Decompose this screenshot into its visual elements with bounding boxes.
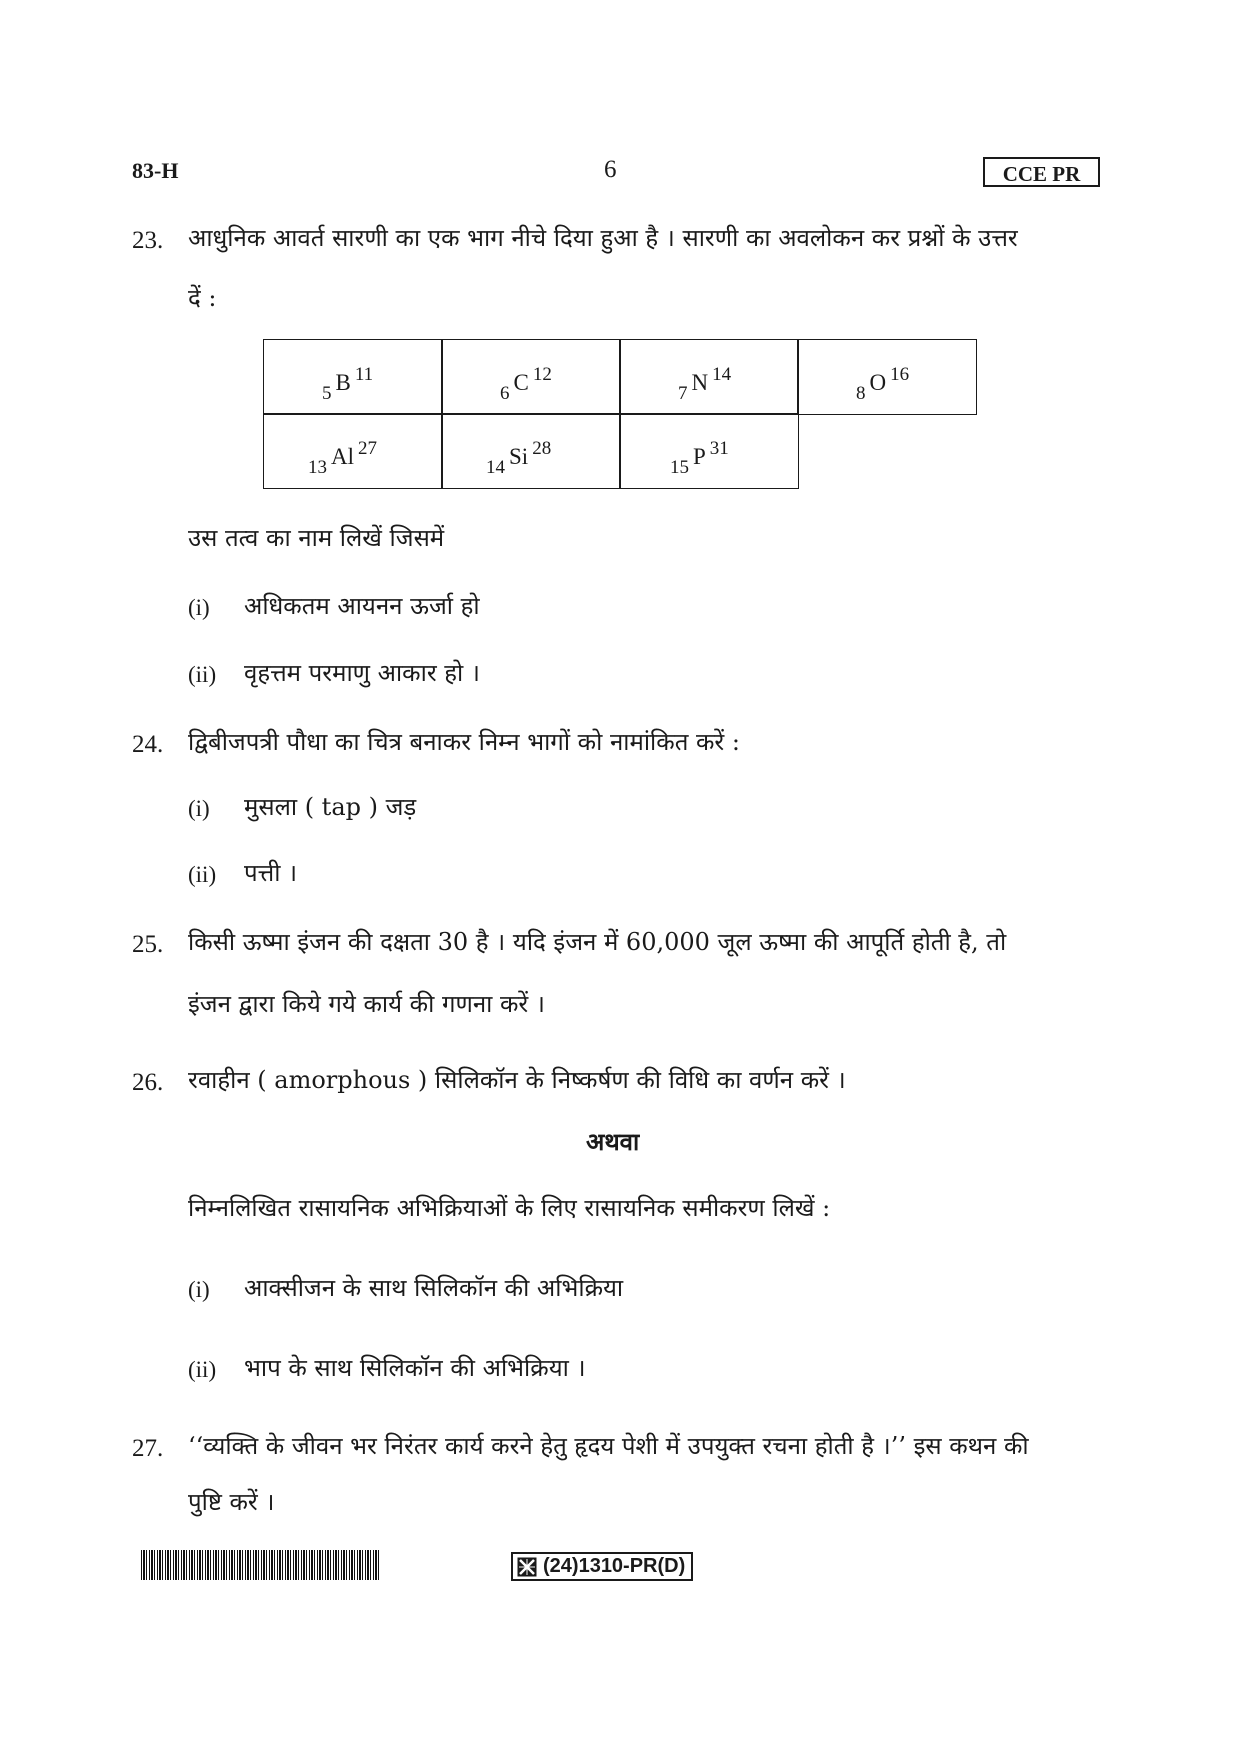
part-label: (ii) [188, 1357, 217, 1382]
question-number: 26. [132, 1069, 164, 1096]
part-label: (ii) [188, 862, 217, 887]
paper-id-box [511, 1552, 693, 1581]
question-27-text-line2: पुष्टि करें । [188, 1488, 275, 1516]
barcode [141, 1550, 381, 1580]
question-23 [132, 228, 163, 253]
question-number: 24. [132, 731, 164, 758]
part-text: पत्ती । [244, 859, 298, 887]
part-label: (i) [188, 796, 210, 821]
part-label: (i) [188, 1277, 210, 1302]
element-cell: $_{14}$ Si $^{28}$ [441, 413, 621, 489]
question-26-alt-prompt: निम्नलिखित रासायनिक अभिक्रियाओं के लिए रासायनिक समीकरण लिखें : [188, 1194, 831, 1222]
part-text: आक्सीजन के साथ सिलिकॉन की अभिक्रिया [244, 1274, 624, 1302]
question-27-text-line1: ‘‘व्यक्ति के जीवन भर निरंतर कार्य करने हेतु हृदय पेशी में उपयुक्त रचना होती है ।’’ इस कथन की [188, 1432, 1029, 1460]
element-cell: $_8$ O $^{16}$ [797, 339, 977, 415]
question-25-text-line2: इंजन द्वारा किये गये कार्य की गणना करें । [188, 990, 545, 1018]
cce-pr-badge: CCE PR [983, 157, 1100, 187]
part-text: अधिकतम आयनन ऊर्जा हो [244, 592, 480, 620]
element-cell: $_5$ B $^{11}$ [263, 339, 443, 415]
question-number: 25. [132, 931, 164, 958]
question-25-text-line1: किसी ऊष्मा इंजन की दक्षता 30 है । यदि इंजन में 60,000 जूल ऊष्मा की आपूर्ति होती है, तो [188, 928, 1007, 956]
question-number: 27. [132, 1435, 164, 1462]
question-24-text: द्विबीजपत्री पौधा का चित्र बनाकर निम्न भागों को नामांकित करें : [188, 728, 740, 756]
part-text: भाप के साथ सिलिकॉन की अभिक्रिया । [244, 1354, 586, 1382]
part-label: (i) [188, 595, 210, 620]
question-23-text-line1: आधुनिक आवर्त सारणी का एक भाग नीचे दिया हुआ है । सारणी का अवलोकन कर प्रश्नों के उत्तर [188, 224, 1018, 252]
part-text: वृहत्तम परमाणु आकार हो । [244, 659, 480, 687]
question-number: 23. [132, 227, 164, 254]
paper-id: (24)1310-PR(D) [543, 1555, 686, 1577]
question-23-text-line2: दें : [188, 284, 217, 312]
or-label: अथवा [586, 1127, 640, 1156]
element-cell: $_{15}$ P $^{31}$ [619, 413, 799, 489]
element-cell: $_6$ C $^{12}$ [441, 339, 621, 415]
element-cell: $_7$ N $^{14}$ [619, 339, 799, 415]
question-26-text: रवाहीन ( amorphous ) सिलिकॉन के निष्कर्षण की विधि का वर्णन करें । [188, 1066, 846, 1094]
paper-code: 83-H [132, 158, 179, 183]
part-label: (ii) [188, 662, 217, 687]
element-cell: $_{13}$ Al $^{27}$ [263, 413, 443, 489]
crossed-box-icon [517, 1557, 537, 1577]
page-number: 6 [604, 156, 617, 183]
part-text: मुसला ( tap ) जड़ [244, 793, 417, 821]
question-23-prompt: उस तत्व का नाम लिखें जिसमें [188, 524, 445, 552]
